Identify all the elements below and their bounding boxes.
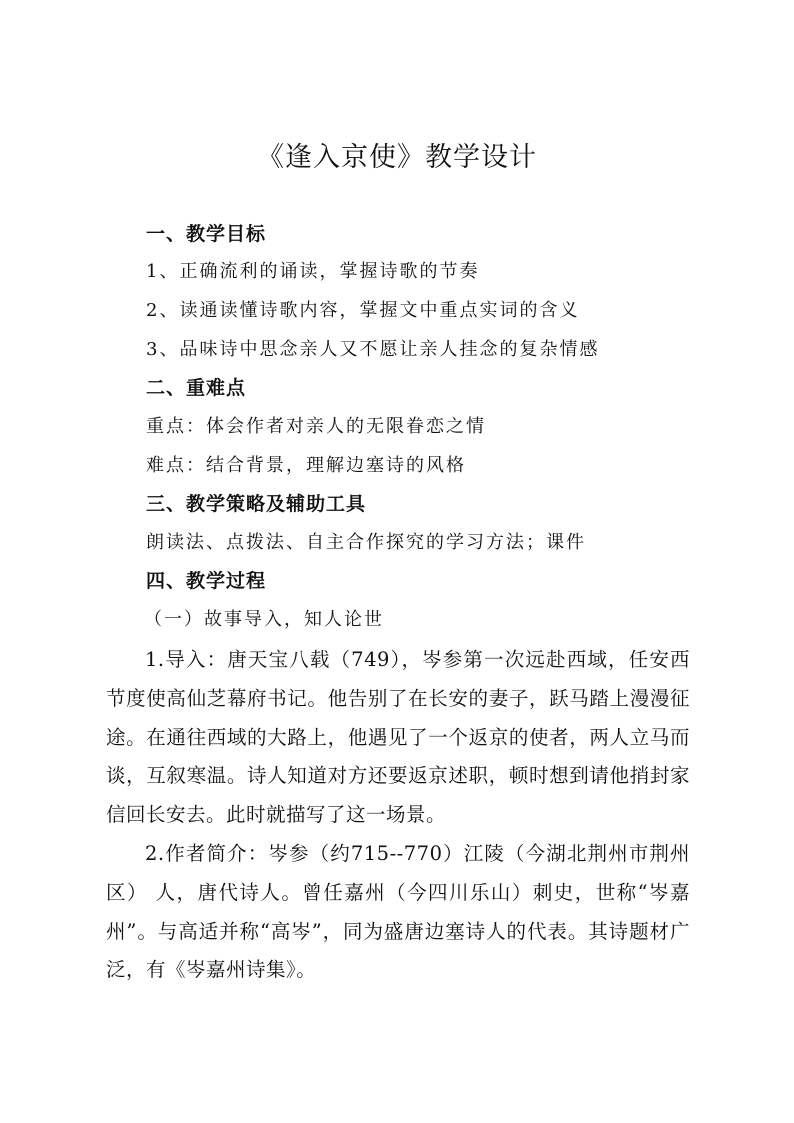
process-subheading: （一）故事导入，知人论世 (144, 609, 384, 630)
section-heading-goals: 一、教学目标 (146, 223, 267, 245)
author-paragraph: 2.作者简介：岑参（约715--770）江陵（今湖北荆州市荆州区） 人，唐代诗人。曾任嘉州（今四川乐山）刺史，世称“岑嘉州”。与高适并称“高岑”，同为盛唐边塞诗人的代表。其诗题材广泛，有《岑嘉州诗集》。 (106, 842, 690, 982)
section-heading-process: 四、教学过程 (146, 570, 267, 592)
difficulty-text: 难点：结合背景，理解边塞诗的风格 (146, 455, 466, 476)
goal-item-2: 2、读通读懂诗歌内容，掌握文中重点实词的含义 (146, 300, 580, 321)
goal-item-3: 3、品味诗中思念亲人又不愿让亲人挂念的复杂情感 (146, 339, 600, 360)
section-heading-strategy: 三、教学策略及辅助工具 (146, 493, 367, 515)
document-title: 《逢入京使》教学设计 (257, 142, 537, 173)
goal-item-1: 1、正确流利的诵读，掌握诗歌的节奏 (146, 261, 480, 282)
key-point-text: 重点：体会作者对亲人的无限眷恋之情 (146, 416, 486, 437)
intro-paragraph: 1.导入：唐天宝八载（749），岑参第一次远赴西域，任安西节度使高仙芝幕府书记。他告别了在长安的妻子，跃马踏上漫漫征途。在通往西域的大路上，他遇见了一个返京的使者，两人立马而谈，互叙寒温。诗人知道对方还要返京述职，顿时想到请他捎封家信回长安去。此时就描写了这一场景。 (106, 648, 690, 827)
section-heading-key-points: 二、重难点 (146, 377, 247, 399)
strategy-text: 朗读法、点拨法、自主合作探究的学习方法；课件 (146, 532, 586, 553)
